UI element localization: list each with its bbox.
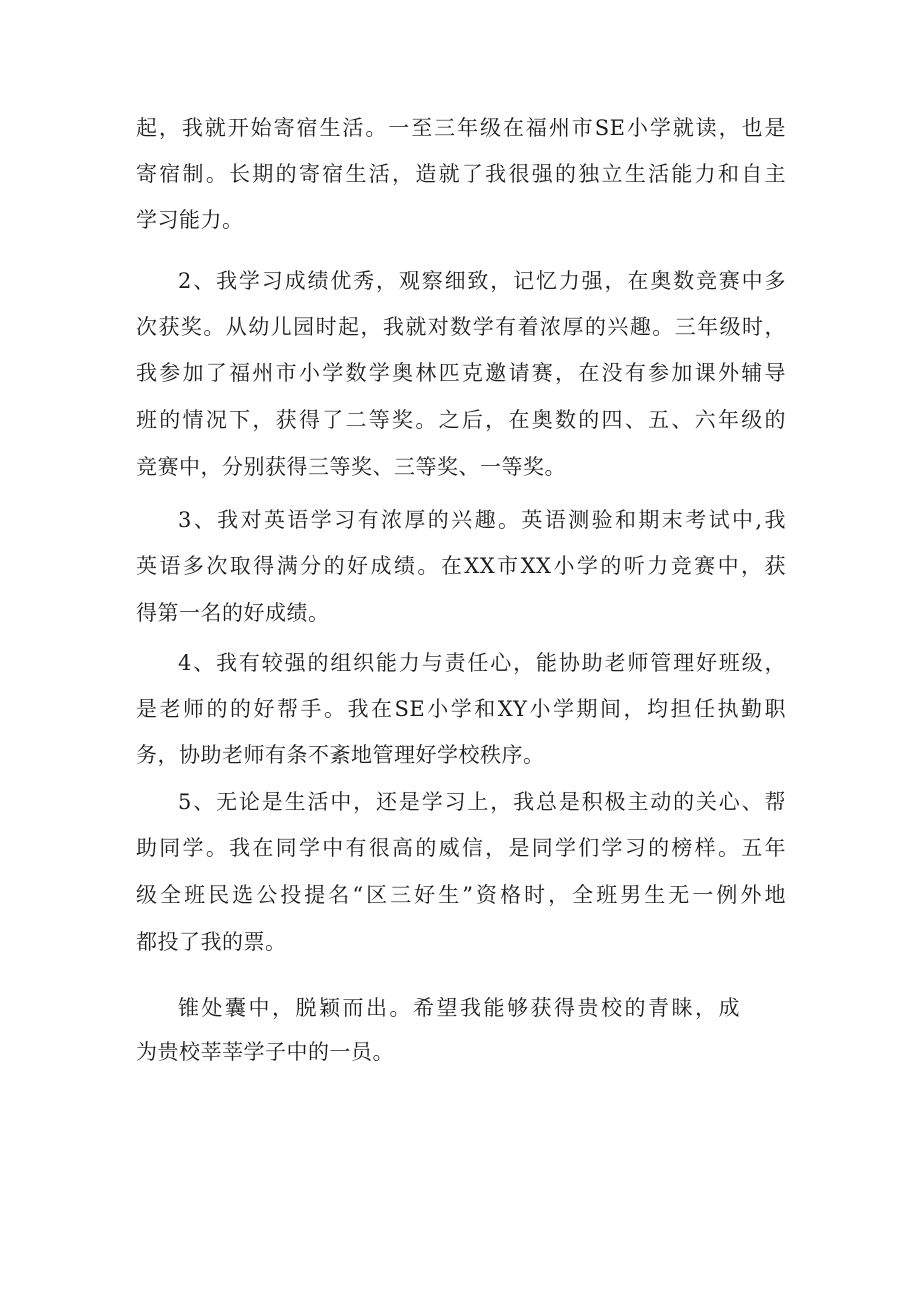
text-line: 2、我学习成绩优秀，观察细致，记忆力强，在奥数竞赛中多 [178, 269, 786, 293]
text-line: 5、无论是生活中，还是学习上，我总是积极主动的关心、帮 [178, 790, 786, 814]
text-line: 得第一名的好成绩。 [136, 601, 330, 625]
text-line: 寄宿制。长期的寄宿生活，造就了我很强的独立生活能力和自主 [136, 162, 786, 186]
text-line: 级全班民选公投提名“区三好生”资格时，全班男生无一例外地 [136, 883, 786, 907]
text-line: 英语多次取得满分的好成绩。在XX市XX小学的听力竞赛中，获 [136, 554, 786, 578]
text-line: 务，协助老师有条不紊地管理好学校秩序。 [136, 743, 545, 767]
text-line: 锥处囊中，脱颖而出。希望我能够获得贵校的青睐，成 [178, 996, 740, 1020]
text-line: 竞赛中，分别获得三等奖、三等奖、一等奖。 [136, 455, 566, 479]
text-line: 学习能力。 [136, 208, 244, 232]
text-line: 我参加了福州市小学数学奥林匹克邀请赛，在没有参加课外辅导 [136, 361, 786, 385]
text-line: 起，我就开始寄宿生活。一至三年级在福州市SE小学就读，也是 [136, 116, 786, 140]
text-line: 为贵校莘莘学子中的一员。 [136, 1040, 394, 1064]
text-line: 4、我有较强的组织能力与责任心，能协助老师管理好班级， [178, 651, 786, 675]
text-line: 助同学。我在同学中有很高的威信，是同学们学习的榜样。五年 [136, 836, 786, 860]
text-line: 次获奖。从幼儿园时起，我就对数学有着浓厚的兴趣。三年级时， [136, 315, 786, 339]
text-line: 班的情况下，获得了二等奖。之后，在奥数的四、五、六年级的 [136, 408, 786, 432]
text-line: 3、我对英语学习有浓厚的兴趣。英语测验和期末考试中,我 [178, 508, 786, 532]
text-line: 是老师的的好帮手。我在SE小学和XY小学期间，均担任执勤职 [136, 697, 786, 721]
text-line: 都投了我的票。 [136, 930, 287, 954]
